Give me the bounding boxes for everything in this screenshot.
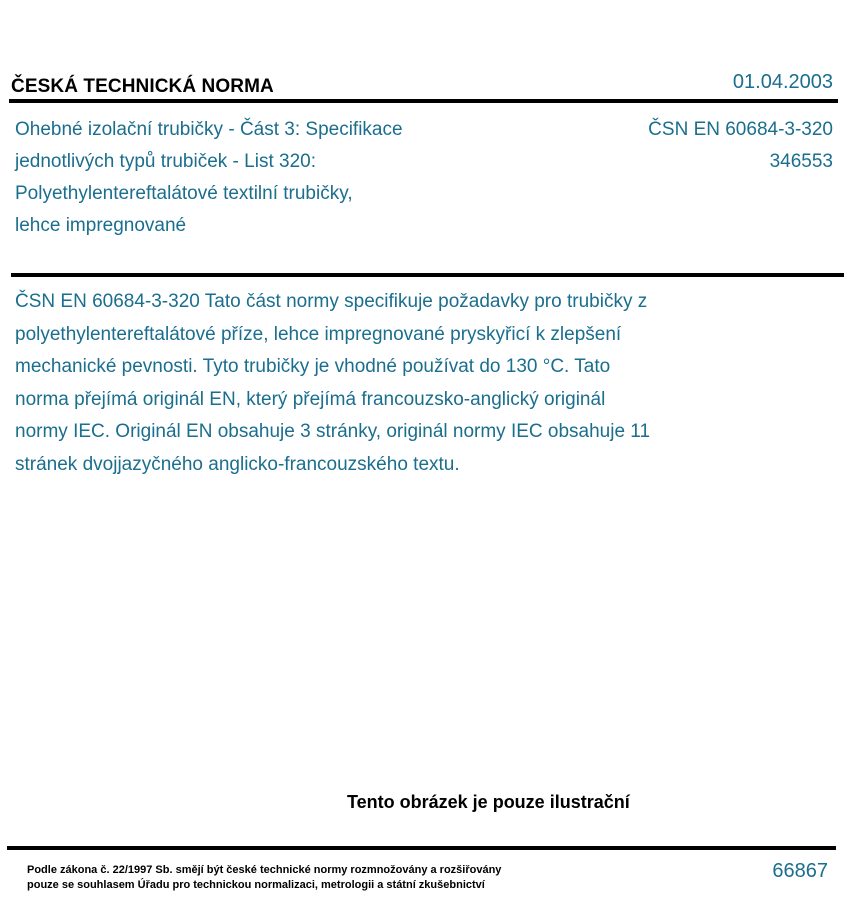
legal-notice-line: pouze se souhlasem Úřadu pro technickou normalizaci, metrologii a státní zkušebnictví xyxy=(27,879,485,891)
document-type-title: ČESKÁ TECHNICKÁ NORMA xyxy=(11,76,274,97)
header-divider xyxy=(9,99,838,103)
abstract-line: stránek dvojjazyčného anglicko-francouzského textu. xyxy=(15,453,460,475)
abstract-line: mechanické pevnosti. Tyto trubičky je vhodné používat do 130 °C. Tato xyxy=(15,356,611,377)
document-number: 66867 xyxy=(772,860,828,882)
title-divider xyxy=(11,273,844,277)
abstract-line: polyethylentereftalátové příze, lehce impregnované pryskyřicí k zlepšení xyxy=(15,323,622,345)
standard-identifiers xyxy=(648,114,833,178)
standard-code: ČSN EN 60684-3-320 xyxy=(648,119,833,140)
class-number: 346553 xyxy=(769,151,833,172)
abstract-line: normy IEC. Originál EN obsahuje 3 stránky, originál normy IEC obsahuje 11 xyxy=(15,421,651,442)
standard-title xyxy=(15,114,575,242)
legal-notice-line: Podle zákona č. 22/1997 Sb. smějí být české technické normy rozmnožovány a rozšiřovány xyxy=(27,864,502,876)
footer-divider xyxy=(7,846,836,850)
standard-title-line: Polyethylentereftalátové textilní trubičky, xyxy=(15,183,353,204)
standard-title-line: jednotlivých typů trubiček - List 320: xyxy=(15,151,316,172)
abstract-line: ČSN EN 60684-3-320 Tato část normy specifikuje požadavky pro trubičky z xyxy=(15,291,648,312)
legal-notice xyxy=(27,863,501,893)
standard-title-line: Ohebné izolační trubičky - Část 3: Specifikace xyxy=(15,119,403,140)
publication-date: 01.04.2003 xyxy=(732,71,833,93)
abstract xyxy=(15,286,835,481)
illustration-note: Tento obrázek je pouze ilustrační xyxy=(347,792,630,812)
abstract-line: norma přejímá originál EN, který přejímá francouzsko-anglický originál xyxy=(15,388,606,410)
standard-title-line: lehce impregnované xyxy=(15,215,187,236)
